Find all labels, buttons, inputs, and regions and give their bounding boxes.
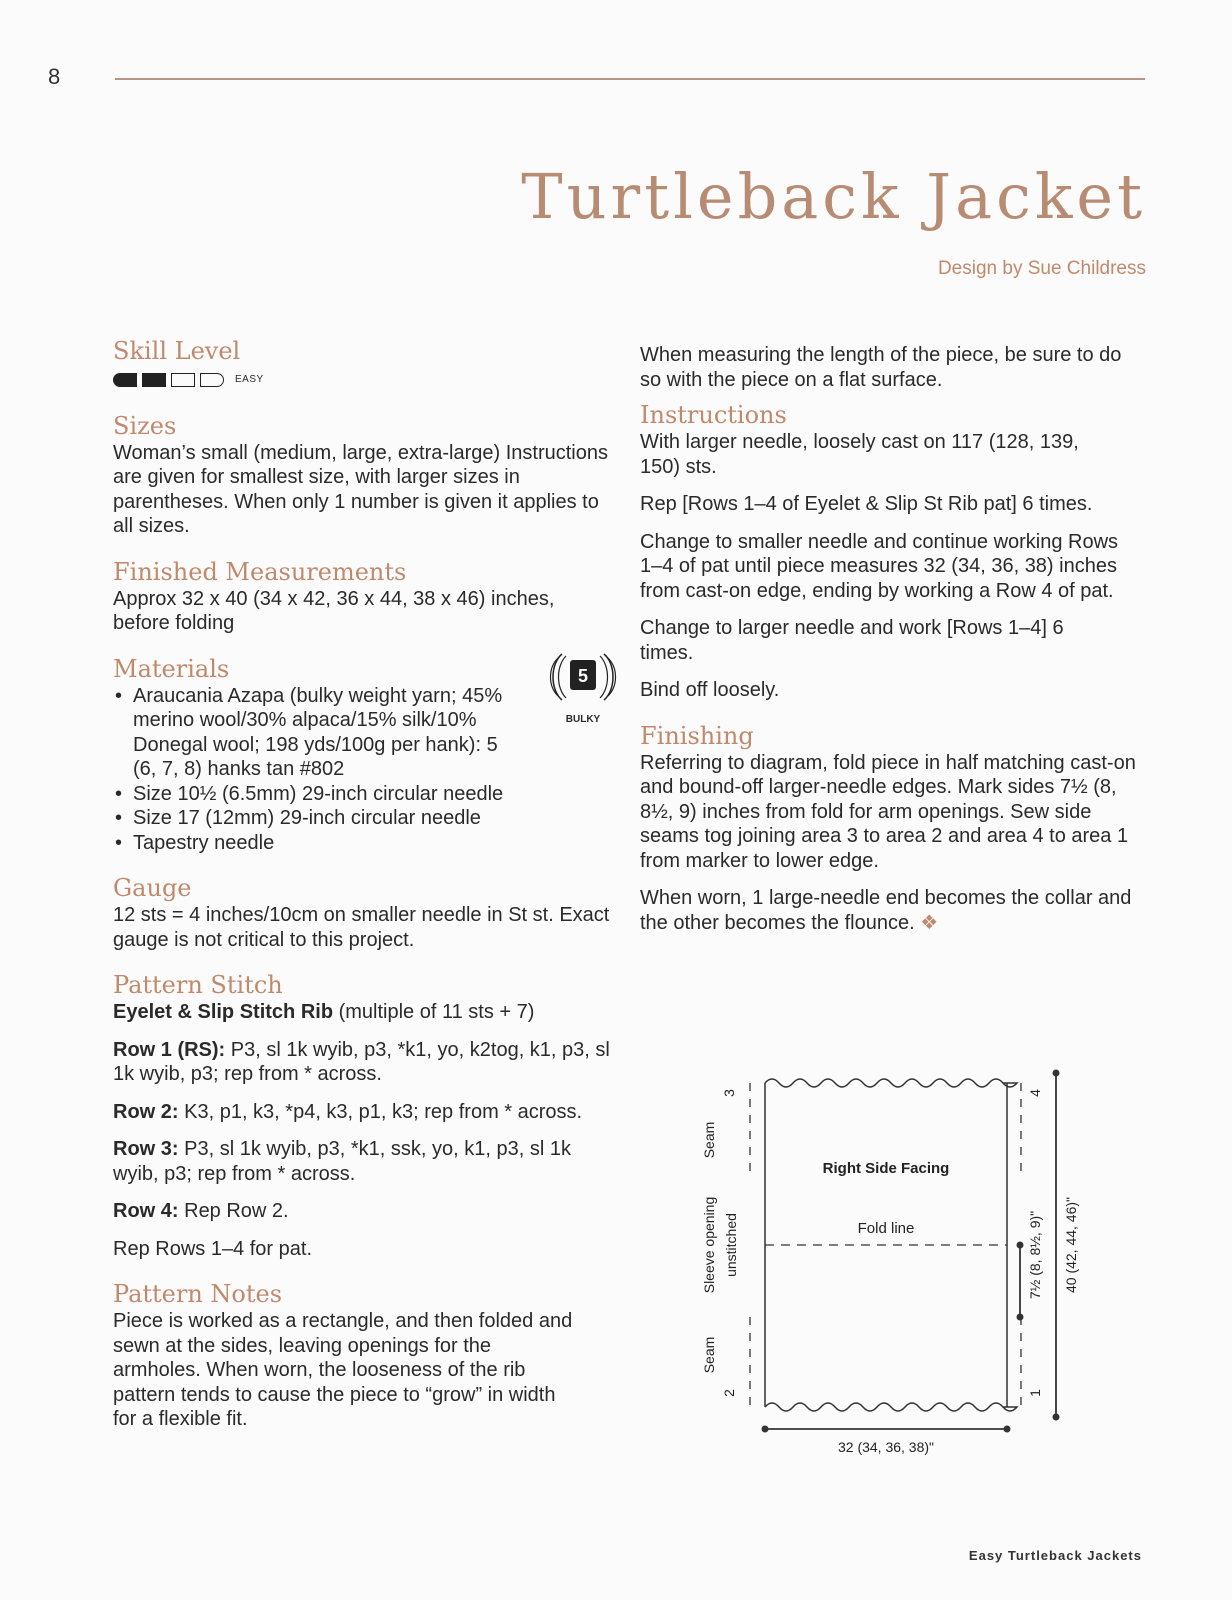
sleeve-opening-label: Sleeve opening (701, 1196, 717, 1294)
instruction-paragraph: Change to larger needle and work [Rows 1–4] 6 times. (640, 617, 1064, 664)
right-column (640, 343, 1140, 953)
stitch-multiple: (multiple of 11 sts + 7) (333, 1001, 535, 1023)
pattern-repeat: Rep Rows 1–4 for pat. (113, 1237, 312, 1260)
area-1-label: 1 (1027, 1389, 1043, 1397)
pattern-row (113, 1199, 613, 1224)
footer-book-title: Easy Turtleback Jackets (968, 1548, 1142, 1563)
area-2-label: 2 (721, 1389, 737, 1397)
designer-byline: Design by Sue Childress (937, 258, 1146, 279)
row-label: Row 4: (113, 1200, 179, 1222)
finishing-section (640, 721, 1140, 936)
finishing-heading: Finishing (640, 721, 754, 750)
area-4-label: 4 (1027, 1089, 1043, 1097)
skill-level-icon (113, 368, 613, 393)
finished-measurements-section (113, 557, 613, 636)
skill-level-heading: Skill Level (113, 337, 241, 365)
left-column (113, 336, 613, 1450)
materials-section (113, 654, 613, 856)
seam-bottom-label: Seam (701, 1336, 717, 1374)
yarn-weight-label: BULKY (565, 714, 601, 725)
row-text: P3, sl 1k wyib, p3, *k1, yo, k2tog, k1, p3, sl 1k wyib, p3; rep from * across. (113, 1038, 610, 1085)
stitch-name-line (113, 1000, 613, 1025)
materials-item: • Tapestry needle (113, 831, 613, 856)
materials-item: • Size 10½ (6.5mm) 29-inch circular needle (113, 782, 613, 807)
arm-opening-measurement: 7½ (8, 8½, 9)" (1027, 1210, 1043, 1300)
fold-line-label: Fold line (857, 1220, 915, 1237)
pattern-notes-section (113, 1279, 613, 1432)
right-side-facing-label: Right Side Facing (822, 1160, 950, 1177)
bottom-edge (765, 1403, 1017, 1411)
pattern-row (113, 1038, 613, 1087)
page-title: Turtleback Jacket (521, 160, 1146, 233)
page-number: 8 (48, 64, 61, 89)
stitch-name: Eyelet & Slip Stitch Rib (113, 1001, 334, 1023)
row-label: Row 2: (113, 1100, 179, 1123)
end-ornament-icon: ❖ (920, 911, 939, 934)
skill-rating: EASY (235, 374, 264, 385)
instruction-paragraph: Rep [Rows 1–4 of Eyelet & Slip St Rib pat] 6 times. (640, 493, 1093, 515)
measuring-note: When measuring the length of the piece, be sure to do so with the piece on a flat surface. (640, 344, 1122, 391)
sizes-section (113, 411, 613, 539)
materials-item: • Size 17 (12mm) 29-inch circular needle (113, 806, 613, 831)
seam-top-label: Seam (701, 1121, 717, 1159)
instruction-paragraph: Bind off loosely. (640, 679, 780, 701)
sizes-heading: Sizes (113, 411, 177, 440)
gauge-section (113, 873, 613, 952)
row-label: Row 1 (RS): (113, 1038, 226, 1061)
area-3-label: 3 (721, 1089, 737, 1097)
instruction-paragraph: Change to smaller needle and continue working Rows 1–4 of pat until piece measures 32 (34, 36, 38) inches from cast-on edge, ending by working a Row 4 of pat. (640, 530, 1119, 602)
skill-level-section (113, 336, 613, 393)
materials-list (113, 684, 613, 856)
pattern-row (113, 1100, 613, 1125)
instructions-section (640, 400, 1140, 703)
materials-item: • Araucania Azapa (bulky weight yarn; 45% merino wool/30% alpaca/15% silk/10% Donegal wool; 198 yds/100g per hank): 5 (6, 7, 8) hanks tan #802 (113, 684, 613, 782)
row-text: Rep Row 2. (178, 1200, 289, 1222)
finished-measurements-text: Approx 32 x 40 (34 x 42, 36 x 44, 38 x 46) inches, before folding (113, 587, 555, 634)
materials-heading: Materials (113, 654, 230, 683)
pattern-row (113, 1137, 613, 1186)
header-rule (115, 78, 1145, 80)
height-label: 40 (42, 44, 46)" (1063, 1196, 1079, 1294)
row-text: P3, sl 1k wyib, p3, *k1, ssk, yo, k1, p3, sl 1k wyib, p3; rep from * across. (113, 1138, 571, 1185)
row-text: K3, p1, k3, *p4, k3, p1, k3; rep from * across. (178, 1100, 583, 1123)
pattern-notes-heading: Pattern Notes (113, 1280, 283, 1308)
pattern-stitch-heading: Pattern Stitch (113, 971, 283, 999)
gauge-heading: Gauge (113, 874, 192, 902)
schematic-diagram (690, 1055, 1080, 1460)
finishing-closing: When worn, 1 large-needle end becomes the collar and the other becomes the flounce. (640, 887, 1132, 934)
pattern-notes-text: Piece is worked as a rectangle, and then folded and sewn at the sides, leaving openings for the armholes. When worn, the looseness of the rib pattern tends to cause the piece to “grow” in width for a flexible fit. (113, 1310, 573, 1430)
unstitched-label: unstitched (723, 1213, 739, 1277)
sizes-text: Woman’s small (medium, large, extra-large) Instructions are given for smallest size, with larger sizes in parentheses. When only 1 number is given it applies to all sizes. (113, 441, 608, 537)
pattern-stitch-section (113, 970, 613, 1261)
row-label: Row 3: (113, 1138, 179, 1160)
finished-measurements-heading: Finished Measurements (113, 557, 407, 586)
width-label: 32 (34, 36, 38)" (837, 1439, 935, 1455)
yarn-weight-number: 5 (577, 665, 589, 686)
finishing-closing-line (640, 886, 1140, 935)
instruction-paragraph: With larger needle, loosely cast on 117 (128, 139, 150) sts. (640, 431, 1079, 478)
instructions-heading: Instructions (640, 401, 787, 429)
finishing-text: Referring to diagram, fold piece in half matching cast-on and bound-off larger-needle edges. Mark sides 7½ (8, 8½, 9) inches from fold for arm openings. Sew side seams tog joining area 3 to area 2 and area 4 to area 1 from marker to lower edge. (640, 751, 1136, 872)
top-edge (765, 1079, 1017, 1087)
gauge-text: 12 sts = 4 inches/10cm on smaller needle in St st. Exact gauge is not critical to this project. (113, 904, 610, 951)
